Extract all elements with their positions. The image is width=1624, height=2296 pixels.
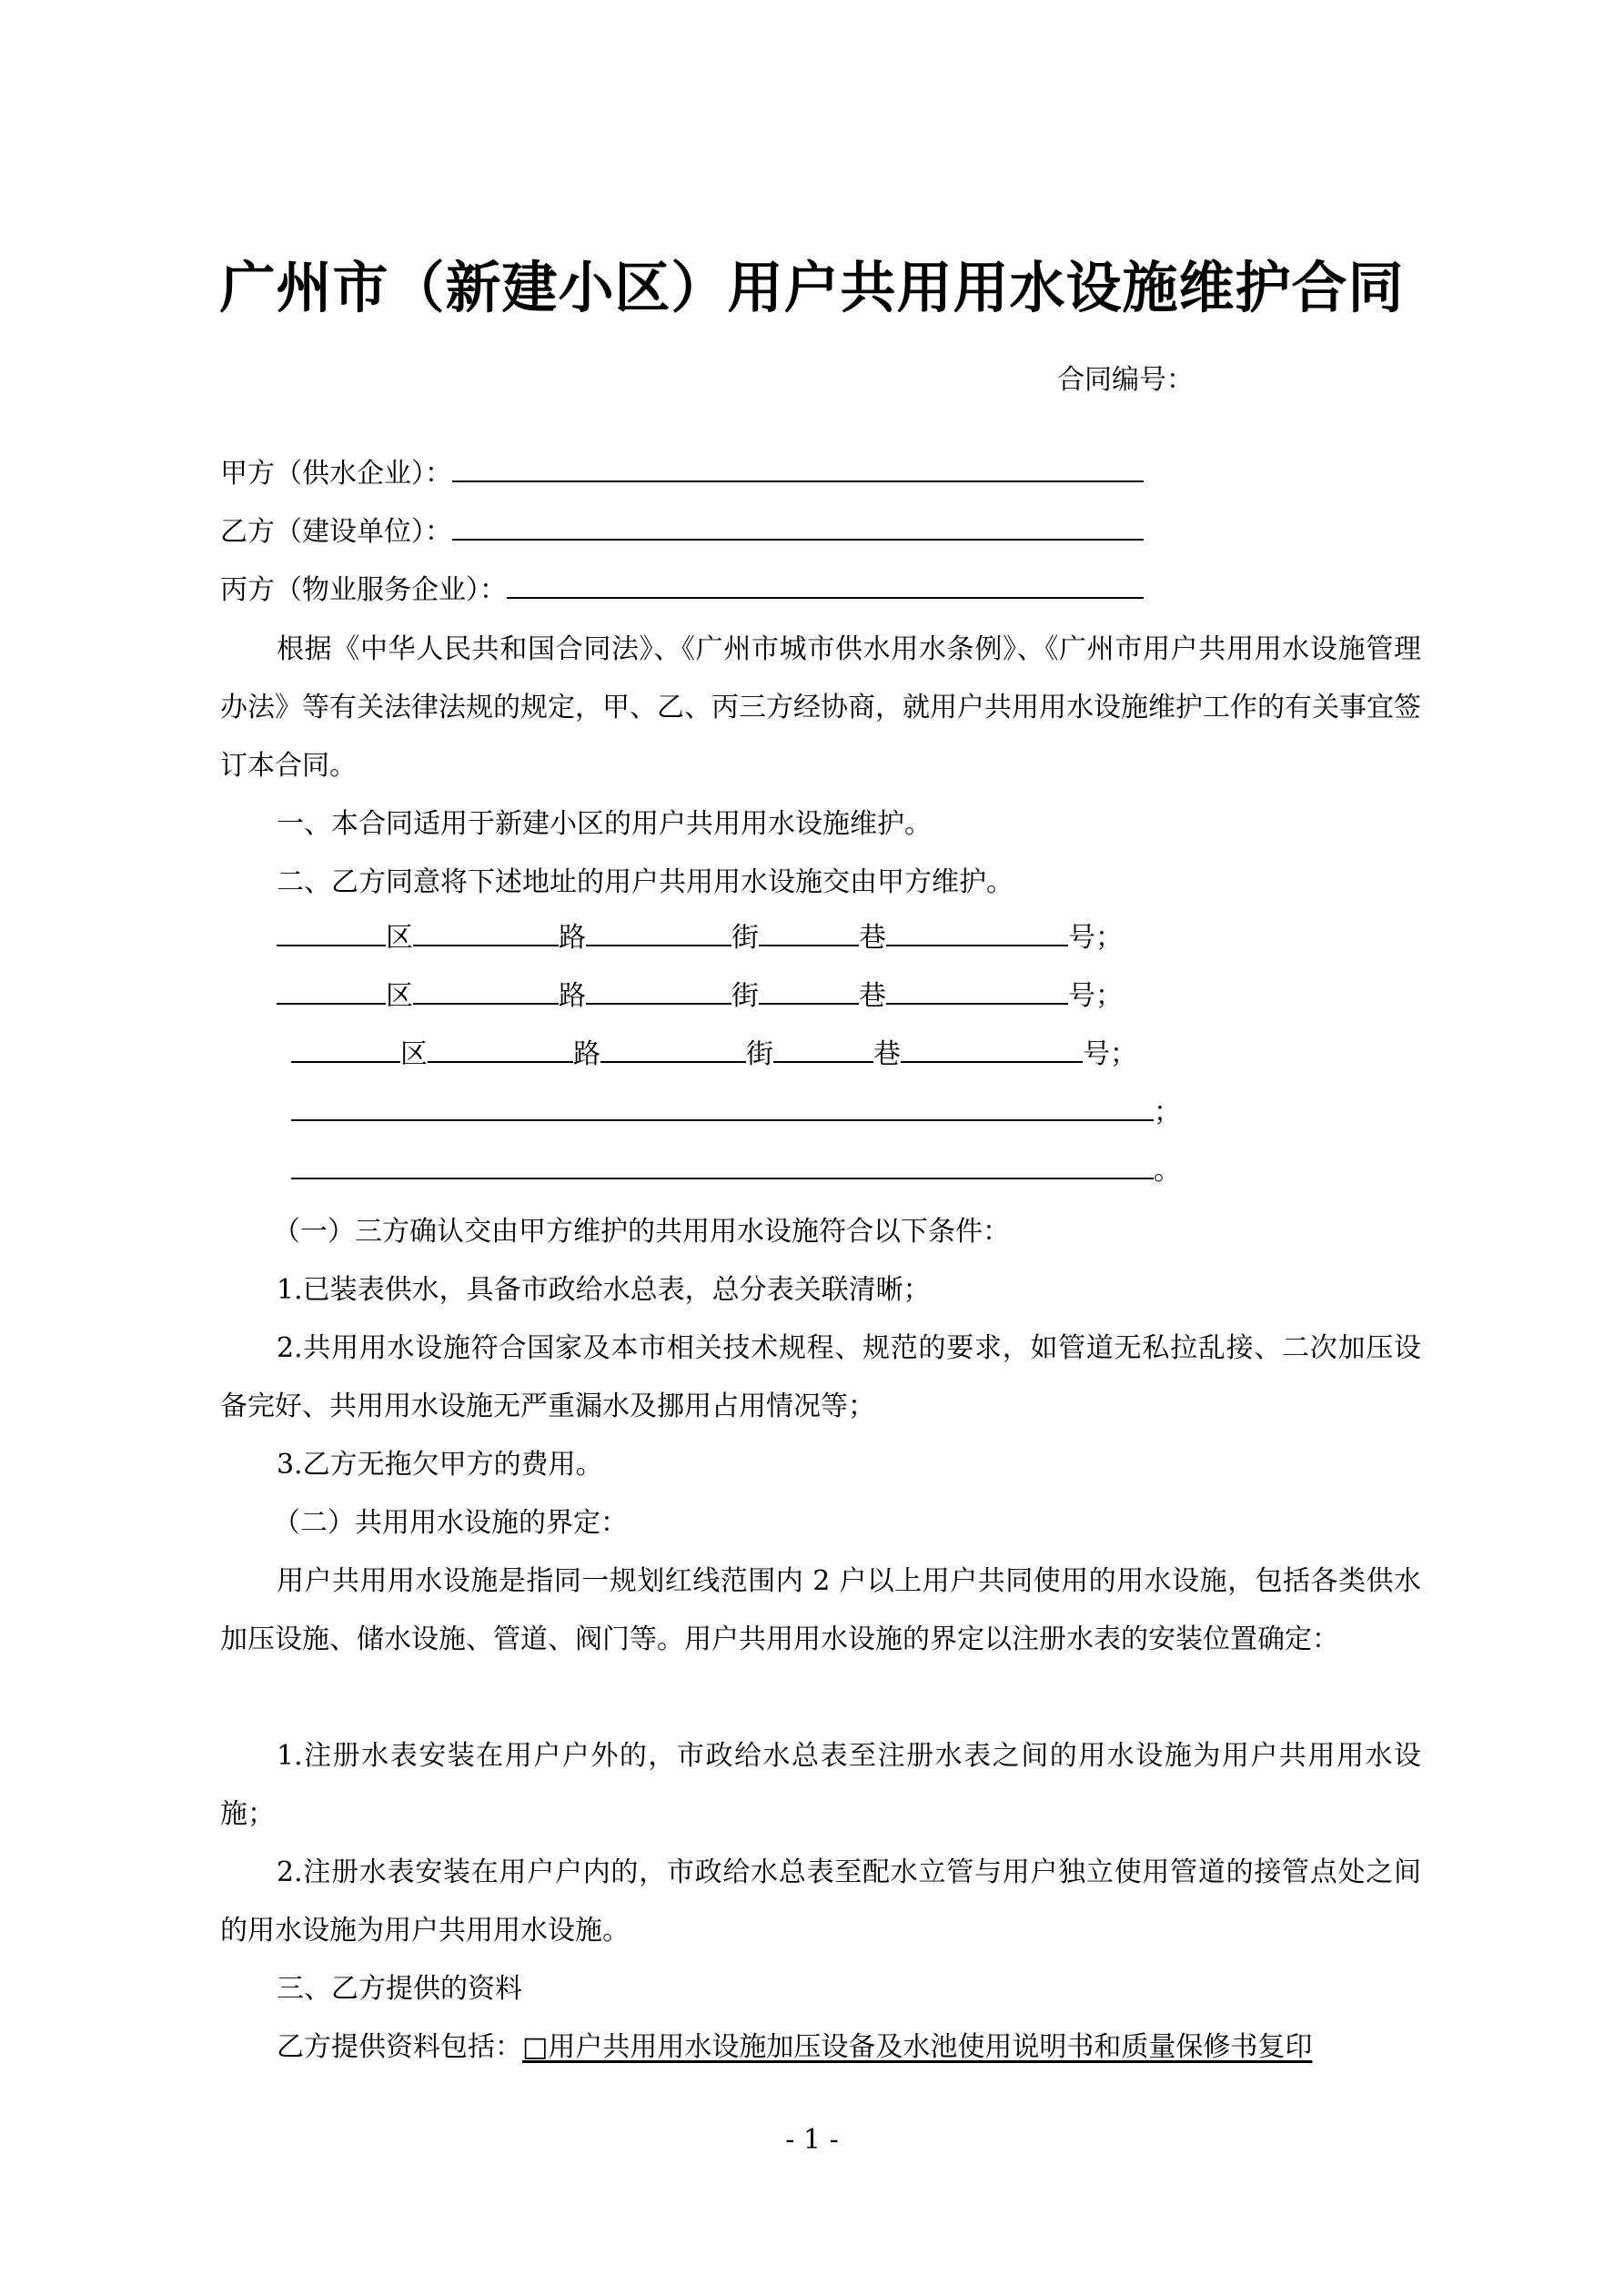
street-label: 街 [746,1038,773,1070]
lane-blank[interactable] [759,976,859,1005]
district-blank[interactable] [291,1034,400,1063]
road-label: 路 [559,980,586,1012]
condition-3: 3.乙方无拖欠甲方的费用。 [277,1449,603,1481]
clause-2: 二、乙方同意将下述地址的用户共用用水设施交由甲方维护。 [277,866,1014,898]
street-blank[interactable] [586,917,731,946]
road-blank[interactable] [413,976,559,1005]
definition-paragraph: 用户共用用水设施是指同一规划红线范围内 2 户以上用户共同使用的用水设施，包括各类供水加压设施、储水设施、管道、阀门等。用户共用用水设施的界定以注册水表的安装位置确定： [220,1565,1421,1655]
period-mark: 。 [1154,1155,1181,1187]
contract-number-label: 合同编号： [1057,364,1194,396]
address-free-blank[interactable] [291,1150,1154,1179]
party-a-label: 甲方（供水企业）： [220,458,452,490]
materials-label: 乙方提供资料包括： [277,2031,522,2063]
lane-blank[interactable] [773,1034,873,1063]
address-line-1 [277,917,1123,956]
district-label: 区 [386,980,413,1012]
clause-3: 三、乙方提供的资料 [277,1973,522,2005]
street-label: 街 [731,922,759,954]
party-c-row [220,570,1144,609]
address-line-5 [291,1150,1181,1189]
definition-1: 1.注册水表安装在用户户外的，市政给水总表至注册水表之间的用水设施为用户共用用水设施； [220,1740,1421,1830]
lane-blank[interactable] [759,917,859,946]
lane-label: 巷 [873,1038,901,1070]
party-a-blank[interactable] [452,453,1144,482]
party-b-label: 乙方（建设单位）： [220,516,452,548]
road-blank[interactable] [428,1034,573,1063]
road-label: 路 [573,1038,600,1070]
number-label: 号； [1068,980,1123,1012]
number-blank[interactable] [901,1034,1083,1063]
lane-label: 巷 [859,922,886,954]
address-free-blank[interactable] [291,1092,1154,1121]
condition-1: 1.已装表供水，具备市政给水总表，总分表关联清晰； [277,1274,931,1306]
party-b-blank[interactable] [452,511,1144,541]
page-number: - 1 - [785,2124,839,2156]
condition-2: 2.共用用水设施符合国家及本市相关技术规程、规范的要求，如管道无私拉乱接、二次加压设备完好、共用用水设施无严重漏水及挪用占用情况等； [220,1332,1421,1422]
clause-1: 一、本合同适用于新建小区的用户共用用水设施维护。 [277,808,932,840]
number-label: 号； [1068,922,1123,954]
intro-paragraph: 根据《中华人民共和国合同法》、《广州市城市供水用水条例》、《广州市用户共用用水设施管理办法》等有关法律法规的规定，甲、乙、丙三方经协商，就用户共用用水设施维护工作的有关事宜签订本合同。 [220,633,1421,782]
conditions-heading: （一）三方确认交由甲方维护的共用用水设施符合以下条件： [273,1216,1010,1248]
lane-label: 巷 [859,980,886,1012]
number-blank[interactable] [886,976,1068,1005]
road-blank[interactable] [413,917,559,946]
party-b-row [220,511,1144,551]
district-blank[interactable] [277,976,386,1005]
document-title: 广州市（新建小区）用户共用用水设施维护合同 [219,256,1405,320]
number-blank[interactable] [886,917,1068,946]
party-c-blank[interactable] [507,570,1144,599]
party-a-row [220,453,1144,492]
address-line-4 [291,1092,1181,1131]
street-blank[interactable] [600,1034,746,1063]
definition-2: 2.注册水表安装在用户户内的，市政给水总表至配水立管与用户独立使用管道的接管点处之间的用水设施为用户共用用水设施。 [220,1856,1421,1947]
road-label: 路 [559,922,586,954]
district-label: 区 [400,1038,428,1070]
address-line-3 [291,1034,1137,1073]
materials-paragraph [220,2018,1421,2077]
materials-item: □用户共用用水设施加压设备及水池使用说明书和质量保修书复印 [522,2031,1313,2063]
semicolon-mark: ； [1154,1097,1181,1128]
address-line-2 [277,976,1123,1015]
number-label: 号； [1083,1038,1137,1070]
definition-heading: （二）共用用水设施的界定： [273,1507,628,1539]
street-blank[interactable] [586,976,731,1005]
party-c-label: 丙方（物业服务企业）： [220,574,507,606]
district-blank[interactable] [277,917,386,946]
street-label: 街 [731,980,759,1012]
district-label: 区 [386,922,413,954]
